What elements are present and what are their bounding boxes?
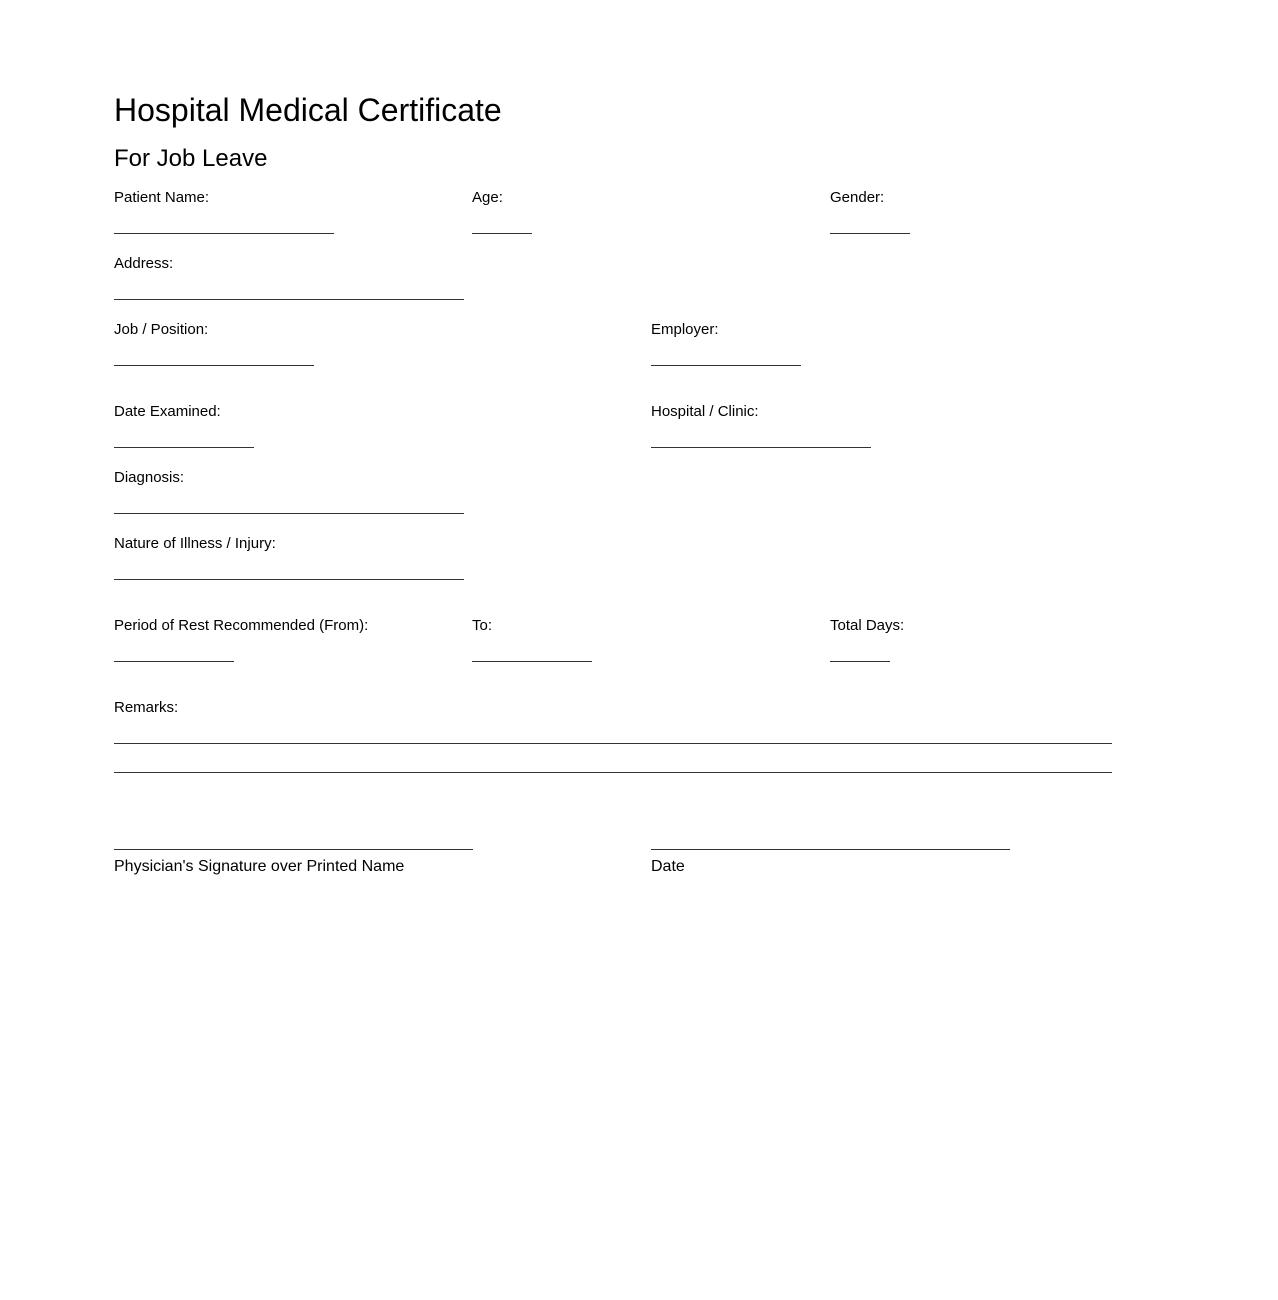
physician-signature-line[interactable] bbox=[114, 849, 473, 850]
nature-of-illness-field[interactable] bbox=[114, 579, 464, 580]
diagnosis-field[interactable] bbox=[114, 513, 464, 514]
employer-label: Employer: bbox=[651, 321, 719, 338]
address-field[interactable] bbox=[114, 299, 464, 300]
job-position-field[interactable] bbox=[114, 365, 314, 366]
diagnosis-label: Diagnosis: bbox=[114, 469, 185, 486]
date-examined-label: Date Examined: bbox=[114, 403, 221, 420]
hospital-clinic-field[interactable] bbox=[651, 447, 871, 448]
rest-from-label: Period of Rest Recommended (From): bbox=[114, 617, 369, 634]
signature-date-line[interactable] bbox=[651, 849, 1010, 850]
patient-name-label: Patient Name: bbox=[114, 189, 210, 206]
remarks-line-2[interactable] bbox=[114, 772, 1112, 773]
age-field[interactable] bbox=[472, 233, 532, 234]
date-examined-field[interactable] bbox=[114, 447, 254, 448]
nature-of-illness-label: Nature of Illness / Injury: bbox=[114, 535, 276, 552]
employer-field[interactable] bbox=[651, 365, 801, 366]
rest-from-field[interactable] bbox=[114, 661, 234, 662]
address-label: Address: bbox=[114, 255, 174, 272]
rest-to-label: To: bbox=[472, 617, 493, 634]
remarks-line-1[interactable] bbox=[114, 743, 1112, 744]
rest-to-field[interactable] bbox=[472, 661, 592, 662]
age-label: Age: bbox=[472, 189, 503, 206]
total-days-field[interactable] bbox=[830, 661, 890, 662]
physician-signature-label: Physician's Signature over Printed Name bbox=[114, 858, 405, 875]
total-days-label: Total Days: bbox=[830, 617, 905, 634]
patient-name-field[interactable] bbox=[114, 233, 334, 234]
job-position-label: Job / Position: bbox=[114, 321, 209, 338]
gender-label: Gender: bbox=[830, 189, 885, 206]
page-title: Hospital Medical Certificate bbox=[114, 92, 502, 128]
gender-field[interactable] bbox=[830, 233, 910, 234]
page-subtitle: For Job Leave bbox=[114, 145, 268, 172]
remarks-label: Remarks: bbox=[114, 699, 179, 716]
hospital-clinic-label: Hospital / Clinic: bbox=[651, 403, 759, 420]
signature-date-label: Date bbox=[651, 858, 685, 875]
